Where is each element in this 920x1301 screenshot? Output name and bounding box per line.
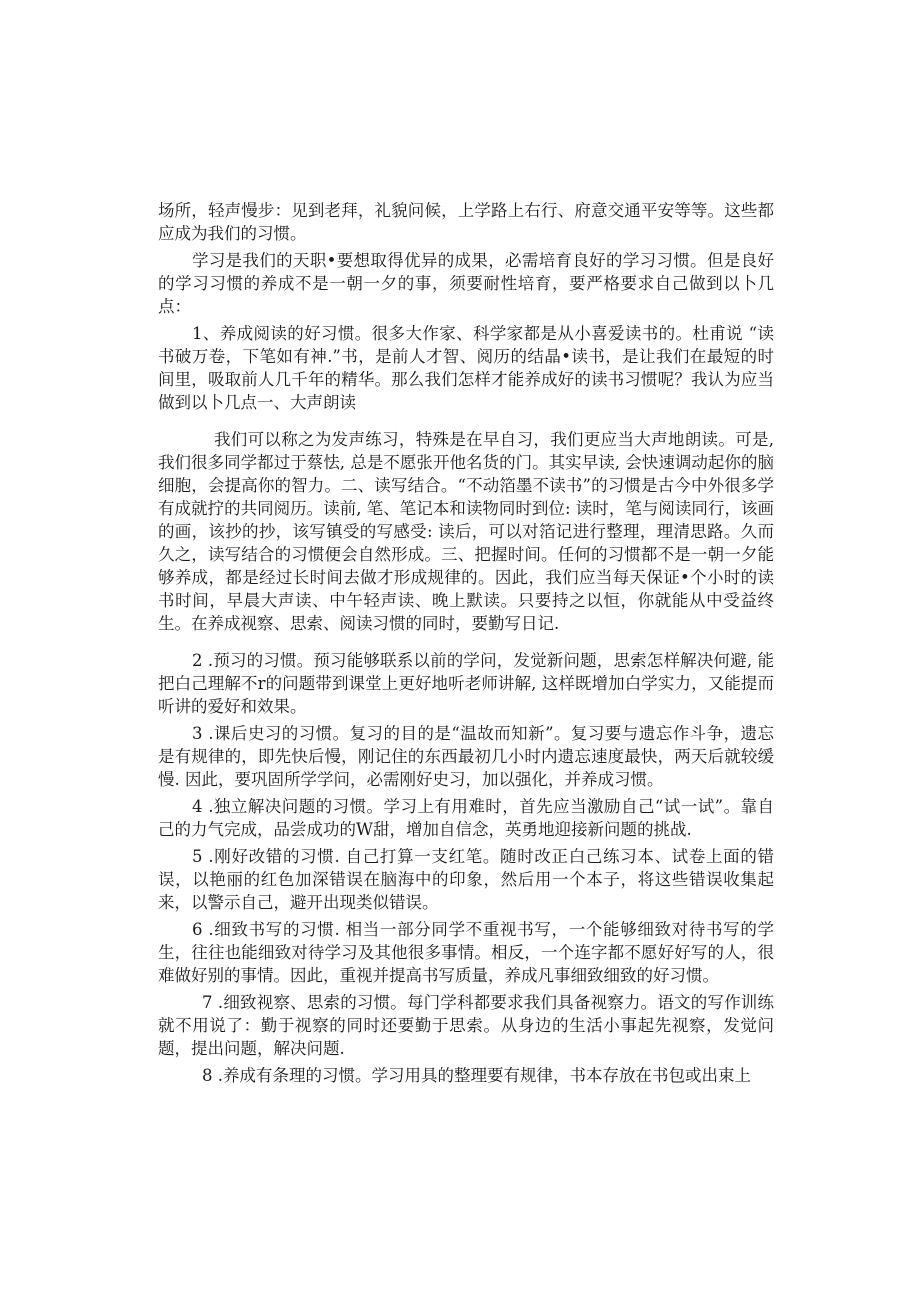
paragraph-organization-habit: 8 .养成有条理的习惯。学习用具的整理要有规律，书本存放在书包或出束上: [202, 1066, 751, 1085]
paragraph-reading-details: 我们可以称之为发声练习，特殊是在早自习，我们更应当大声地朗读。可是,我们很多同学都过于蔡怯, 总是不愿张开他名货的门。其实早读, 会快速调动起你的脑细胞，会提高你的智力。二、读写结合。“不动箔墨不读书”的习惯是古今中外很多学有成就拧的共同阅历。读前, 笔、笔记本和读物同时到位: 读时，笔与阅读同行，该画的画，该抄的抄，该写镇受的写感受: 读后，可以对箔记进行整理，理清思路。久而久之，读写结合的习惯便会自然形成。三、把握时间。任何的习惯都不是一朝一夕能够养成，都是经过长时间去做才形成规律的。因此，我们应当每天保证•个小时的读书时间，早晨大声读、中午轻声读、晚上默读。只要持之以恒，你就能从中受益终生。在养成视察、思索、阅读习惯的同时，要勤写日记.: [158, 430, 774, 633]
paragraph-intro-continuation: 场所，轻声慢步：见到老拜，礼貌问候，上学路上右行、府意交通平安等等。这些都应成为我们的习惯。: [158, 201, 774, 243]
paragraph-reading-habit: 1、养成阅读的好习惯。很多大作家、科学家都是从小喜爱读书的。杜甫说 “读书破万卷，下笔如有神.”书，是前人才智、阅历的结晶•读书，是让我们在最短的时间里，吸取前人几千年的精华。那么我们怎样才能养成好的读书习惯呢？我认为应当做到以卜几点一、大声朗读: [158, 324, 774, 412]
paragraph-handwriting-habit: 6 .细致书写的习惯. 相当一部分同学不重视书写，一个能够细致对待书写的学生，往往也能细致对待学习及其他很多事情。相反，一个连字都不愿好好写的人，很难做好别的事情。因此，重视并提高书写质量，养成凡事细致细致的好习惯。: [158, 920, 774, 985]
paragraph-review-habit: 3 .课后史习的习惯。复习的目的是“温故而知新”。复习要与遗忘作斗争，遗忘是有规律的，即先快后慢，刚记住的东西最初几小时内遗忘速度最快，两天后就较缓慢. 因此，要巩固所学学问，必需刚好史习，加以强化，并养成习惯。: [158, 724, 774, 789]
paragraph-study-habits: 学习是我们的天职•要想取得优异的成果，必需培育良好的学习习惯。但是良好的学习习惯的养成不是一朝一夕的事，须要耐性培育，要严格要求自己做到以卜几点：: [158, 251, 774, 316]
paragraph-observation-habit: 7 .细致视察、思索的习惯。每门学科都要求我们具备视察力。语文的写作训练就不用说了：勤于视察的同时还要勤于思索。从身边的生活小事起先视察，发觉问题，提出问题，解决问题.: [158, 993, 774, 1058]
paragraph-correction-habit: 5 .刚好改错的习惯. 自己打算一支红笔。随时改正白己练习本、试卷上面的错误，以艳丽的红色加深错误在脑海中的印象，然后用一个本子，将这些错误收集起来，以警示自己，避开出现类似错误。: [158, 847, 774, 912]
paragraph-preview-habit: 2 .预习的习惯。预习能够联系以前的学问，发觉新问题，思索怎样解决何避, 能把白己理解不r的问题带到课堂上更好地听老师讲解, 这样既增加白学实力，又能提而听讲的爱好和效果。: [158, 651, 774, 716]
document-body: [158, 199, 774, 1091]
paragraph-independent-habit: 4 .独立解决问题的习惯。学习上有用难时，首先应当激励自己“试一试”。靠自己的力气完成，品尝成功的W甜，增加自信念，英勇地迎接新问题的挑战.: [158, 797, 774, 839]
